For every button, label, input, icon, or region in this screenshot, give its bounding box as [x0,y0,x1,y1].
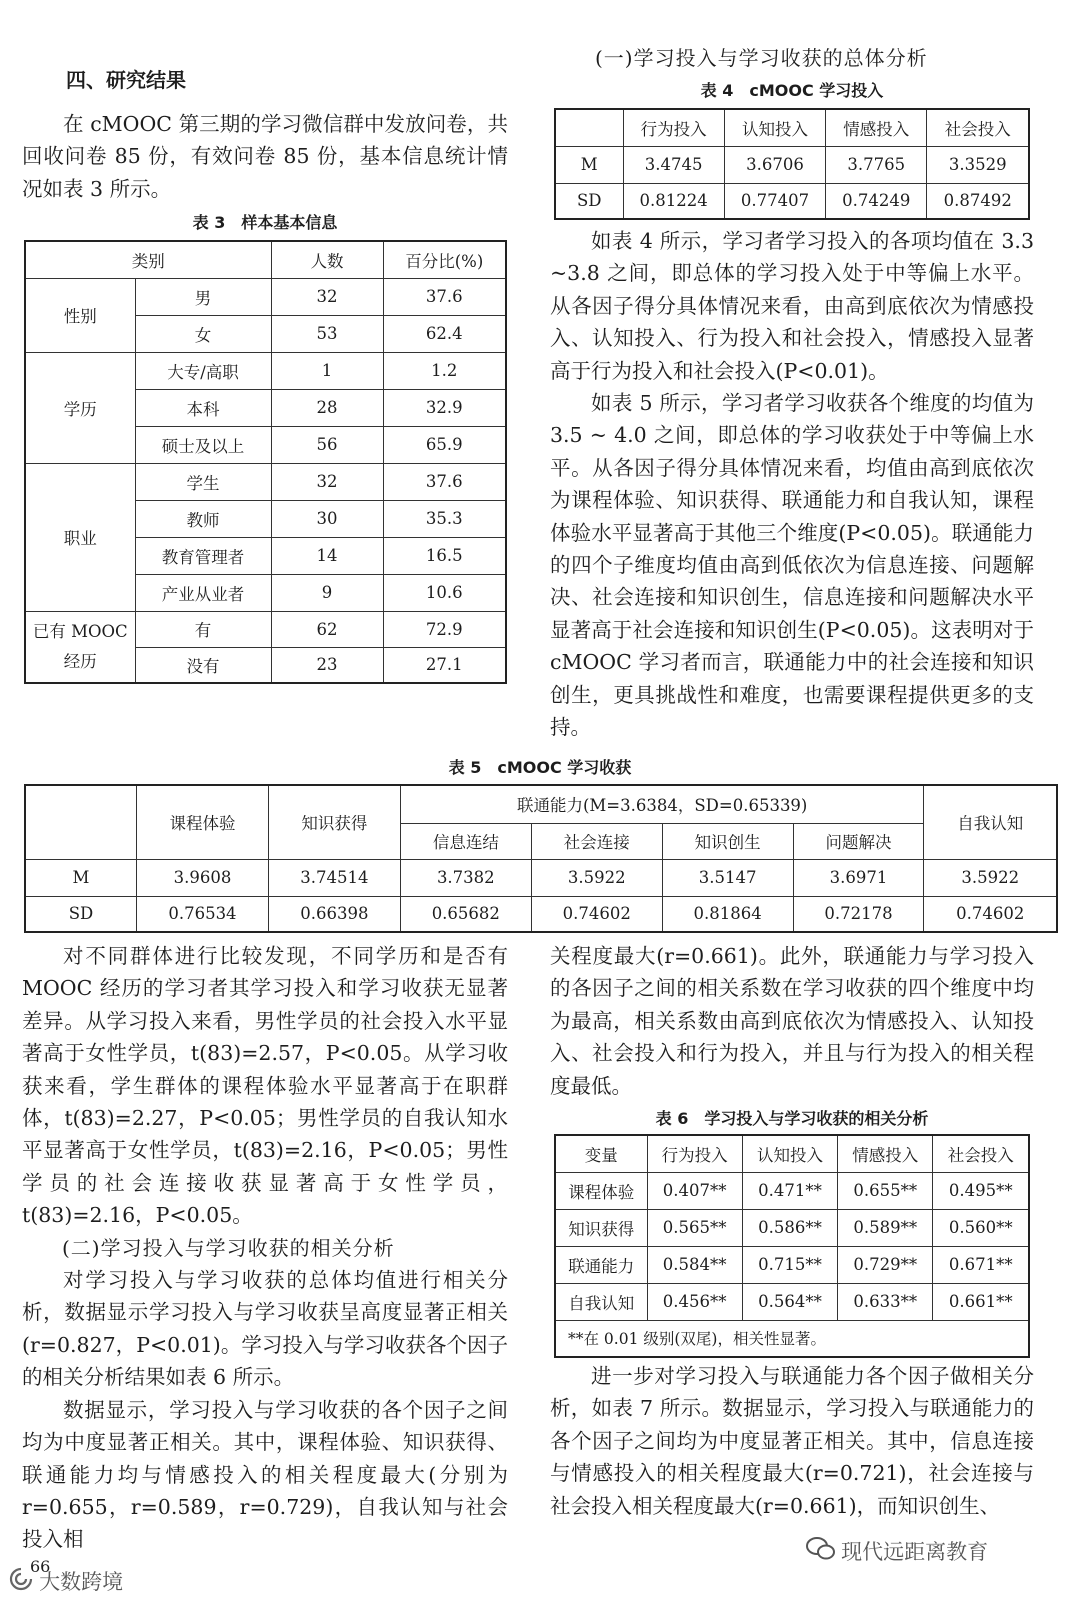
table-cell: 0.77407 [724,183,825,219]
watermark-text: 大数跨境 [39,1570,124,1594]
row-label: M [555,146,623,183]
table-cell: 3.5922 [924,859,1057,896]
table-subheader: 信息连结 [400,823,531,859]
table-header: 类别 [25,241,271,278]
watermark-right [806,1536,988,1566]
table-cell: 男 [135,278,271,315]
table-header-row [25,785,1057,823]
table5-caption: 表 5 cMOOC 学习收获 [448,758,632,777]
paragraph: 对学习投入与学习收获的总体均值进行相关分析，数据显示学习投入与学习收获呈高度显著正相关(r=0.827，P<0.01)。学习投入与学习收获各个因子的相关分析结果如表 6 所示。 [22,1268,508,1390]
table-cell: 3.9608 [136,859,268,896]
table-cell: 0.407** [647,1172,742,1209]
spiral-logo-icon [8,1566,34,1596]
table-header-row [555,1135,1029,1172]
table-cell: 教师 [135,500,271,537]
table-cell: 27.1 [383,647,506,683]
table-row [25,463,506,500]
table-cell: 0.74602 [924,896,1057,932]
table-header: 情感投入 [838,1135,933,1172]
category-cell: 性别 [25,278,135,352]
table-header-row [555,109,1029,146]
category-line: 已有 MOOC [32,621,128,641]
category-line: 经历 [63,651,97,671]
table-row [25,352,506,389]
table6 [554,1134,1030,1358]
table-header: 情感投入 [826,109,927,146]
table-subheader: 知识创生 [662,823,793,859]
right-column-text [550,225,1034,744]
table-cell: 学生 [135,463,271,500]
table-header: 百分比(%) [383,241,506,278]
paragraph: 对不同群体进行比较发现，不同学历和是否有 MOOC 经历的学习者其学习投入和学习收获无显著差异。从学习投入来看，男性学员的社会投入水平显著高于女性学员，t(83)=2.57，P<0.05。从学习收获来看，学生群体的课程体验水平显著高于在职群体，t(83)=2.27，P<0.05；男性学员的自我认知水平显著高于女性学员，t(83)=2.16，P<0.05；男性学员的社会连接收获显著高于女性学员，t(83)=2.16，P<0.05。 [22,944,508,1228]
table-cell: 14 [271,537,383,574]
category-cell: 职业 [25,463,135,611]
row-label: 课程体验 [555,1172,647,1209]
table-cell: 23 [271,647,383,683]
table-cell: 3.5922 [531,859,662,896]
table5 [24,784,1058,933]
table-cell: 3.6706 [724,146,825,183]
category-cell: 学历 [25,352,135,463]
table-cell: 62 [271,611,383,647]
table-cell: 3.6971 [793,859,924,896]
table-row [555,146,1029,183]
table-cell: 0.471** [742,1172,837,1209]
paragraph: 如表 4 所示，学习者学习投入的各项均值在 3.3 ~3.8 之间，即总体的学习投入处于中等偏上水平。从各因子得分具体情况来看，由高到底依次为情感投入、认知投入、行为投入和社会投入，情感投入显著高于行为投入和社会投入(P<0.01)。 [550,229,1034,383]
page-number: 66 [30,1557,51,1576]
table-subheader: 社会连接 [531,823,662,859]
table-cell: 0.589** [838,1209,933,1246]
table-cell: 0.633** [838,1283,933,1320]
table-cell: 62.4 [383,315,506,352]
table-cell: 3.7382 [400,859,531,896]
table-cell: 35.3 [383,500,506,537]
table-cell: 0.586** [742,1209,837,1246]
paragraph: 如表 5 所示，学习者学习收获各个维度的均值为 3.5 ~ 4.0 之间，即总体的学习收获处于中等偏上水平。从各因子得分具体情况来看，均值由高到底依次为课程体验、知识获得、联通能力和自我认知，课程体验水平显著高于其他三个维度(P<0.05)。联通能力的四个子维度均值由高到低依次为信息连接、问题解决、社会连接和知识创生，信息连接和问题解决水平显著高于社会连接和知识创生(P<0.05)。这表明对于 cMOOC 学习者而言，联通能力中的社会连接和知识创生，更具挑战性和难度，也需要课程提供更多的支持。 [550,391,1034,740]
table-cell: 产业从业者 [135,574,271,611]
table-cell: 0.65682 [400,896,531,932]
table-header-row [25,241,506,278]
subheading-correlation: (二)学习投入与学习收获的相关分析 [62,1235,395,1260]
wechat-logo-icon [806,1536,836,1566]
table3-caption: 表 3 样本基本信息 [192,213,338,232]
table-note: **在 0.01 级别(双尾)，相关性显著。 [555,1320,1029,1357]
paragraph: 数据显示，学习投入与学习收获的各个因子之间均为中度显著正相关。其中，课程体验、知识获得、联通能力均与情感投入的相关程度最大(分别为 r=0.655，r=0.589，r=0.729)，自我认知与社会投入相 [22,1397,508,1552]
section-heading: 四、研究结果 [66,68,186,92]
table-row [555,1209,1029,1246]
table-cell: 0.72178 [793,896,924,932]
table-cell: 28 [271,389,383,426]
table-cell: 3.4745 [623,146,724,183]
table-cell: 0.66398 [268,896,400,932]
table-cell: 3.5147 [662,859,793,896]
category-cell [25,611,135,683]
table-cell: 本科 [135,389,271,426]
table-cell: 1 [271,352,383,389]
table-note-row [555,1320,1029,1357]
table-row [25,859,1057,896]
table-cell: 硕士及以上 [135,426,271,463]
table-cell: 72.9 [383,611,506,647]
table-cell: 37.6 [383,463,506,500]
table-cell: 0.495** [933,1172,1029,1209]
table-cell: 0.81864 [662,896,793,932]
table-header: 行为投入 [647,1135,742,1172]
table-row [25,896,1057,932]
table-cell: 0.564** [742,1283,837,1320]
table-cell: 0.456** [647,1283,742,1320]
table-row [555,1246,1029,1283]
table-header [555,109,623,146]
table4-caption: 表 4 cMOOC 学习投入 [700,81,884,100]
table-cell: 0.729** [838,1246,933,1283]
table-row [555,1283,1029,1320]
table-cell: 0.661** [933,1283,1029,1320]
table-cell: 女 [135,315,271,352]
table-cell: 32 [271,278,383,315]
table4 [554,108,1030,220]
table-cell: 16.5 [383,537,506,574]
table-cell: 有 [135,611,271,647]
table-cell: 教育管理者 [135,537,271,574]
table-cell: 9 [271,574,383,611]
table-cell: 56 [271,426,383,463]
row-label: 自我认知 [555,1283,647,1320]
table-header: 社会投入 [933,1135,1029,1172]
table-cell: 1.2 [383,352,506,389]
table-cell: 0.560** [933,1209,1029,1246]
table-row [25,278,506,315]
table-header: 课程体验 [136,785,268,859]
table-cell: 30 [271,500,383,537]
table-header: 认知投入 [724,109,825,146]
right-bottom-para2: 进一步对学习投入与联通能力各个因子做相关分析，如表 7 所示。数据显示，学习投入与联通能力的各个因子之间均为中度显著正相关。其中，信息连接与情感投入的相关程度最大(r=0.721)，社会连接与社会投入相关程度最大(r=0.661)，而知识创生、 [550,1364,1034,1518]
table-cell: 0.671** [933,1246,1029,1283]
table-row [555,183,1029,219]
table-subheader: 问题解决 [793,823,924,859]
row-label: 联通能力 [555,1246,647,1283]
table-header: 认知投入 [742,1135,837,1172]
row-label: 知识获得 [555,1209,647,1246]
table-cell: 65.9 [383,426,506,463]
row-label: M [25,859,136,896]
table-header: 人数 [271,241,383,278]
table-header: 行为投入 [623,109,724,146]
table-cell: 0.74249 [826,183,927,219]
table-cell: 10.6 [383,574,506,611]
table-cell: 0.715** [742,1246,837,1283]
table-cell: 0.565** [647,1209,742,1246]
table-row [25,611,506,647]
table-cell: 3.7765 [826,146,927,183]
table-header-group: 联通能力(M=3.6384，SD=0.65339) [400,785,924,823]
table-header: 知识获得 [268,785,400,859]
right-bottom-para1: 关程度最大(r=0.661)。此外，联通能力与学习投入的各因子之间的相关系数在学习收获的四个维度中均为最高，相关系数由高到底依次为情感投入、认知投入、社会投入和行为投入，并且与行为投入的相关程度最低。 [550,944,1034,1098]
table-cell: 0.81224 [623,183,724,219]
table-cell: 53 [271,315,383,352]
table-cell: 大专/高职 [135,352,271,389]
subheading-overall-analysis: (一)学习投入与学习收获的总体分析 [595,46,928,70]
table-cell: 32 [271,463,383,500]
table3 [24,240,507,684]
watermark-text: 现代远距离教育 [841,1540,989,1564]
table-cell: 3.74514 [268,859,400,896]
table-cell: 0.87492 [927,183,1029,219]
table-header: 自我认知 [924,785,1057,859]
table-row [555,1172,1029,1209]
table-cell: 0.74602 [531,896,662,932]
watermark-left [8,1566,123,1596]
intro-paragraph: 在 cMOOC 第三期的学习微信群中发放问卷，共回收问卷 85 份，有效问卷 85 份，基本信息统计情况如表 3 所示。 [22,112,508,201]
left-bottom-text [22,940,508,1556]
row-label: SD [25,896,136,932]
table-header: 社会投入 [927,109,1029,146]
table-cell: 32.9 [383,389,506,426]
table-cell: 没有 [135,647,271,683]
table-header: 变量 [555,1135,647,1172]
table-cell: 0.584** [647,1246,742,1283]
table6-caption: 表 6 学习投入与学习收获的相关分析 [655,1109,929,1128]
table-cell: 0.76534 [136,896,268,932]
table-cell: 37.6 [383,278,506,315]
table-cell: 3.3529 [927,146,1029,183]
table-cell: 0.655** [838,1172,933,1209]
row-label: SD [555,183,623,219]
